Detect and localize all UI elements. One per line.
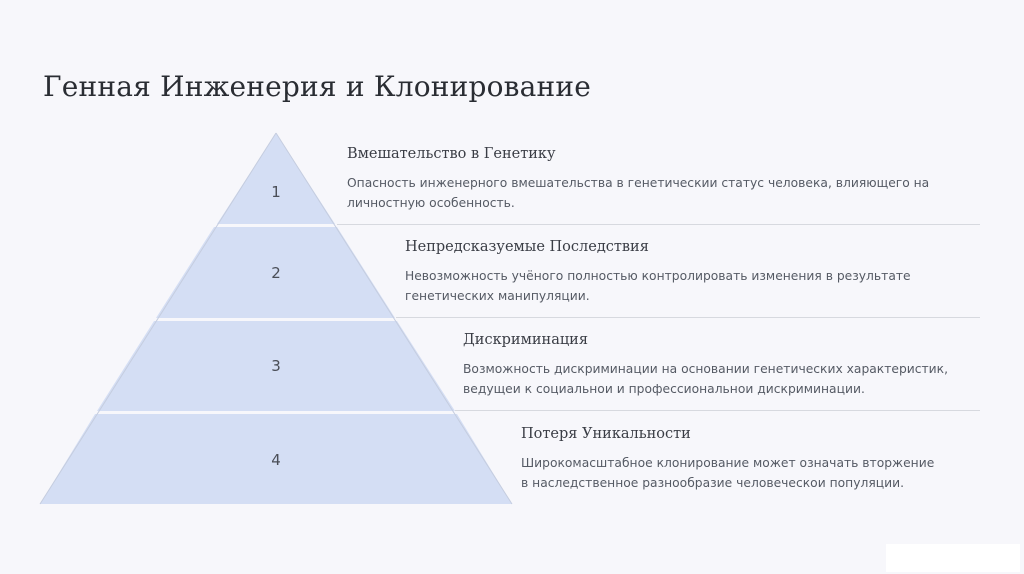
pyramid-level-1 (217, 133, 335, 224)
level-description: Невозможность учёного полностью контролировать изменения в результате генетических манипуляции. (405, 269, 911, 303)
level-number-3: 3 (271, 357, 281, 375)
level-number-4: 4 (271, 451, 281, 469)
level-heading: Вмешательство в Генетику (347, 146, 556, 162)
level-item-1 (347, 146, 977, 213)
level-description: Опасность инженерного вмешательства в генетическии статус человека, влияющего на личностную особенность. (347, 176, 930, 210)
divider (337, 224, 980, 225)
level-number-2: 2 (271, 264, 281, 282)
level-heading: Дискриминация (463, 332, 588, 348)
level-item-4 (521, 426, 941, 493)
level-number-1: 1 (271, 183, 281, 201)
divider (396, 317, 980, 318)
level-description: Широкомасштабное клонирование может означать вторжение в наследственное разнообразие человеческои популяции. (521, 456, 935, 490)
level-item-2 (405, 239, 975, 306)
level-heading: Потеря Уникальности (521, 426, 691, 442)
page-title: Генная Инженерия и Клонирование (43, 70, 592, 103)
level-heading: Непредсказуемые Последствия (405, 239, 649, 255)
level-description: Возможность дискриминации на основании генетических характеристик, ведущеи к социальнои и профессиональнои дискриминации. (463, 362, 948, 396)
corner-box (886, 544, 1020, 572)
level-item-3 (463, 332, 963, 399)
divider (455, 410, 980, 411)
